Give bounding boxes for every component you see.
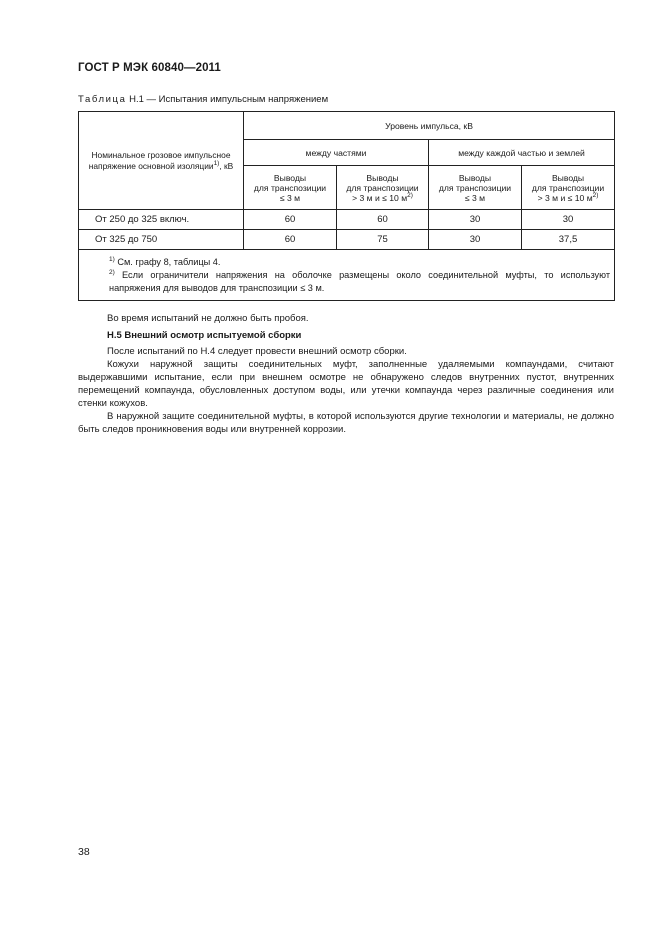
- col-header-2: Выводы для транспозиции > 3 м и ≤ 10 $м^{2)}$: [337, 166, 429, 210]
- table-cell: 30: [429, 210, 522, 230]
- no-breakdown-text: Во время испытаний не должно быть пробоя.: [107, 313, 309, 324]
- paragraph: В наружной защите соединительной муфты, в которой используются другие технологии и материалы, не должно быть следов проникновения воды или внутренней коррозии.: [78, 411, 614, 435]
- between-each-and-ground-header: между каждой частью и землей: [429, 140, 615, 166]
- section-body: [78, 345, 614, 436]
- table-cell: 37,5: [522, 230, 615, 250]
- row-label: От 325 до 750: [79, 230, 244, 250]
- paragraph: Кожухи наружной защиты соединительных муфт, заполненные удаляемыми компаундами, считают выдержавшими испытание, если при внешнем осмотре не обнаружено следов внутренних пустот, внутренних перемещений компаунда, обусловленных доступом воды, или утечки компаунда через различные соединения или стенки кожухов.: [78, 359, 614, 409]
- impulse-test-table: [78, 111, 615, 301]
- table-caption-number: Н.1: [126, 94, 144, 105]
- table-row: [79, 230, 615, 250]
- table-cell: 30: [522, 210, 615, 230]
- footnote-2: $^{2)}$ Если ограничители напряжения на оболочке размещены около соединительной муфты, то используют напряжения для выводов для транспозиции ≤ 3 м.: [109, 268, 611, 293]
- between-parts-header: между частями: [244, 140, 429, 166]
- table-caption: [78, 94, 328, 105]
- col-header-1: Выводы для транспозиции ≤ 3 м: [244, 166, 337, 210]
- row-header-footnote-mark: 1): [213, 159, 220, 167]
- standard-header: ГОСТ Р МЭК 60840—2011: [78, 62, 221, 74]
- table-footnotes: [79, 250, 615, 301]
- page-number: 38: [78, 846, 90, 858]
- table-cell: 60: [244, 210, 337, 230]
- table-caption-title: — Испытания импульсным напряжением: [143, 94, 329, 105]
- row-header-text: Номинальное грозовое импульсное напряжение основной изоляции: [88, 149, 231, 171]
- table-cell: 75: [337, 230, 429, 250]
- table-cell: 30: [429, 230, 522, 250]
- section-heading: Н.5 Внешний осмотр испытуемой сборки: [107, 330, 302, 341]
- table-caption-prefix: Таблица: [78, 94, 127, 105]
- row-header-unit: , кВ: [219, 160, 234, 171]
- col-header-4: Выводы для транспозиции > 3 м и ≤ 10 $м^{2)}$: [522, 166, 615, 210]
- col-header-3: Выводы для транспозиции ≤ 3 м: [429, 166, 522, 210]
- table-cell: 60: [337, 210, 429, 230]
- paragraph: После испытаний по Н.4 следует провести внешний осмотр сборки.: [107, 346, 407, 357]
- footnote-1: $^{1)}$ См. графу 8, таблицы 4.: [109, 255, 221, 267]
- impulse-level-header: Уровень импульса, кВ: [244, 112, 615, 140]
- table-cell: 60: [244, 230, 337, 250]
- table-row: [79, 210, 615, 230]
- row-label: От 250 до 325 включ.: [79, 210, 244, 230]
- row-header-cell: [79, 112, 244, 210]
